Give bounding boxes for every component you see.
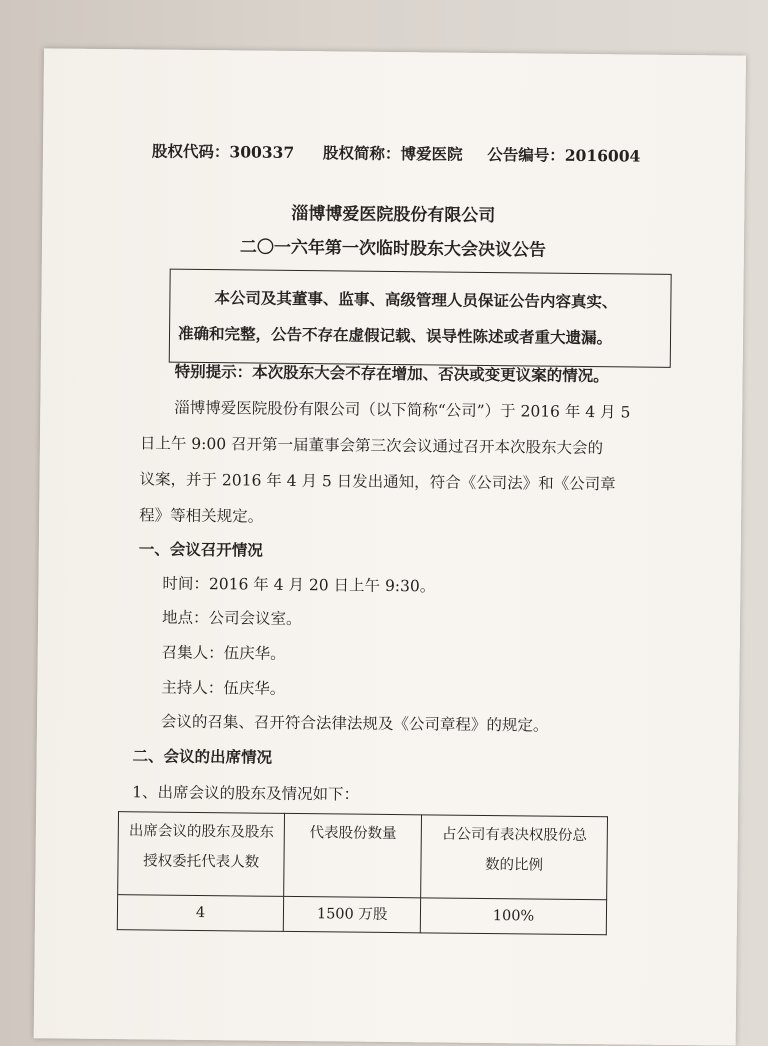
cell-share-count: 1500 万股 <box>284 896 421 932</box>
special-tip: 特别提示：本次股东大会不存在增加、否决或变更议案的情况。 <box>174 361 609 386</box>
header-cell-line: 授权委托代表人数 <box>143 853 260 871</box>
cell-share-ratio: 100% <box>420 898 606 935</box>
intro-line-1: 淄博博爱医院股份有限公司（以下简称“公司”）于 2016 年 4 月 5 <box>174 398 631 422</box>
cell-attendee-count: 4 <box>117 895 284 932</box>
stock-info-header <box>152 141 641 166</box>
meeting-time: 时间：2016 年 4 月 20 日上午 9:30。 <box>162 574 436 596</box>
header-cell-line: 数的比例 <box>484 856 544 874</box>
meeting-convener: 召集人：伍庆华。 <box>161 643 286 663</box>
attendance-table <box>117 811 608 935</box>
section-2-subheading: 1、出席会议的股东及情况如下： <box>132 783 360 804</box>
disclaimer-line-1: 本公司及其董事、监事、高级管理人员保证公告内容真实、 <box>214 288 618 312</box>
notice-number-value: 2016004 <box>564 145 641 166</box>
stock-code-value: 300337 <box>229 142 295 162</box>
notice-number-label: 公告编号： <box>487 144 565 165</box>
intro-line-2: 日上午 9:00 召开第一届董事会第三次会议通过召开本次股东大会的 <box>139 434 604 458</box>
meeting-compliance: 会议的召集、召开符合法律法规及《公司章程》的规定。 <box>160 712 549 735</box>
disclaimer-box <box>169 269 672 368</box>
header-cell-line: 占公司有表决权股份总 <box>441 826 587 845</box>
stock-abbr-value: 博爱医院 <box>400 144 463 164</box>
intro-line-3: 议案，并于 2016 年 4 月 5 日发出通知，符合《公司法》和《公司章 <box>139 470 616 494</box>
disclaimer-line-2: 准确和完整，公告不存在虚假记载、误导性陈述或者重大遗漏。 <box>177 323 613 348</box>
header-cell-attendees <box>118 812 285 897</box>
header-cell-shares <box>284 813 422 897</box>
company-title: 淄博博爱医院股份有限公司 <box>291 203 496 227</box>
header-cell-line: 代表股份数量 <box>309 825 397 843</box>
table-header-row <box>118 812 608 900</box>
intro-line-4: 程》等相关规定。 <box>139 506 264 526</box>
header-cell-ratio <box>421 815 608 900</box>
meeting-place: 地点：公司会议室。 <box>161 608 302 629</box>
stock-code-label: 股权代码： <box>151 141 230 162</box>
table-row <box>117 895 606 935</box>
section-1-heading: 一、会议召开情况 <box>138 539 263 560</box>
document-title: 二〇一六年第一次临时股东大会决议公告 <box>239 237 547 261</box>
header-cell-line: 出席会议的股东及股东 <box>128 823 275 841</box>
document-page <box>34 48 746 1045</box>
stock-abbr-label: 股权简称： <box>322 143 401 164</box>
meeting-host: 主持人：伍庆华。 <box>161 678 286 698</box>
section-2-heading: 二、会议的出席情况 <box>132 746 273 767</box>
